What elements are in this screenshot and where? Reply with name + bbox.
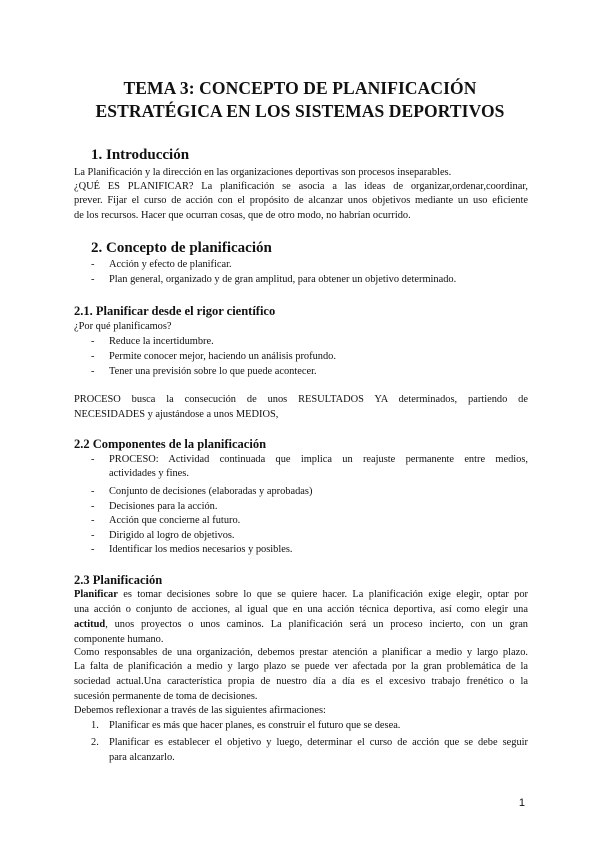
proceso-paragraph-line-1: PROCESO busca la consecución de unos RESULTADOS YA determinados, partiendo de (74, 394, 528, 405)
planificacion-line-4: componente humano. (74, 634, 164, 645)
list-item-continuation: actividades y fines. (109, 468, 189, 479)
ordered-list-item: Planificar es más que hacer planes, es construir el futuro que se desea. (109, 720, 401, 731)
bullet-dash: - (91, 454, 95, 465)
bullet-dash: - (91, 530, 95, 541)
list-item: Acción que concierne al futuro. (109, 515, 241, 526)
intro-paragraph-2-line-1: ¿QUÉ ES PLANIFICAR? La planificación se asocia a las ideas de organizar,ordenar,coordinar, (74, 181, 528, 192)
list-item: Tener una previsión sobre lo que puede acontecer. (109, 366, 317, 377)
planificacion-line-1 (74, 588, 528, 602)
section-2-3-heading: 2.3 Planificación (74, 573, 163, 587)
intro-paragraph-1: La Planificación y la dirección en las organizaciones deportivas son procesos inseparables. (74, 167, 452, 178)
planificacion-line-2: una acción o conjunto de acciones, al igual que en una acción técnica deportiva, así como elegir una (74, 604, 528, 615)
planificacion-line-7: sociedad actual.Una característica propia de nuestro día a día es el excesivo trabajo frenético o la (74, 676, 528, 687)
bullet-dash: - (91, 351, 95, 362)
bullet-dash: - (91, 501, 95, 512)
list-item: Decisiones para la acción. (109, 501, 218, 512)
planificacion-line-9: Debemos reflexionar a través de las siguientes afirmaciones: (74, 705, 326, 716)
bullet-dash: - (91, 486, 95, 497)
list-item: Reduce la incertidumbre. (109, 336, 214, 347)
bullet-dash: - (91, 336, 95, 347)
list-item: Dirigido al logro de objetivos. (109, 530, 235, 541)
ordered-list-item-continuation: para alcanzarlo. (109, 752, 175, 763)
ordered-list-number: 2. (91, 737, 99, 748)
section-2-heading: 2. Concepto de planificación (91, 240, 272, 256)
planificacion-line-5: Como responsables de una organización, debemos prestar atención a planificar a medio y largo plazo. (74, 647, 528, 658)
text-run: , unos proyectos o unos caminos. La planificación será un proceso incierto, con un gran (105, 619, 528, 630)
document-title-line-2: ESTRATÉGICA EN LOS SISTEMAS DEPORTIVOS (95, 101, 505, 121)
bullet-dash: - (91, 544, 95, 555)
document-title-line-1: TEMA 3: CONCEPTO DE PLANIFICACIÓN (123, 78, 477, 98)
proceso-paragraph-line-2: NECESIDADES y ajustándose a unos MEDIOS, (74, 409, 279, 420)
list-item: PROCESO: Actividad continuada que implica un reajuste permanente entre medios, (109, 454, 528, 465)
list-item: Permite conocer mejor, haciendo un análisis profundo. (109, 351, 336, 362)
page-number: 1 (518, 797, 525, 809)
text-run: es tomar decisiones sobre lo que se quiere hacer. La planificación exige elegir, optar por (117, 589, 528, 600)
section-2-2-heading: 2.2 Componentes de la planificación (74, 437, 267, 451)
list-item: Conjunto de decisiones (elaboradas y aprobadas) (109, 486, 313, 497)
planificacion-line-6: La falta de planificación a medio y largo plazo se puede ver afectada por la gran problemática de la (74, 661, 528, 672)
bullet-dash: - (91, 259, 95, 270)
bullet-dash: - (91, 366, 95, 377)
list-item: Identificar los medios necesarios y posibles. (109, 544, 293, 555)
list-item: Acción y efecto de planificar. (109, 259, 232, 270)
ordered-list-item: Planificar es establecer el objetivo y luego, determinar el curso de acción que se debe seguir (109, 737, 528, 748)
intro-paragraph-2-line-2: prever. Fijar el curso de acción con el propósito de alcanzar unos objetivos mediante un uso eficiente (74, 195, 528, 206)
ordered-list-number: 1. (91, 720, 99, 731)
bullet-dash: - (91, 515, 95, 526)
bold-term: actitud (74, 619, 106, 630)
bullet-dash: - (91, 274, 95, 285)
intro-paragraph-2-line-3: de los recursos. Hacer que ocurran cosas, que de otro modo, no habrían ocurrido. (74, 210, 411, 221)
question-text: ¿Por qué planificamos? (74, 321, 172, 332)
bold-term: Planificar (74, 589, 118, 600)
list-item: Plan general, organizado y de gran amplitud, para obtener un objetivo determinado. (109, 274, 457, 285)
planificacion-line-8: sucesión permanente de toma de decisiones. (74, 691, 258, 702)
section-2-1-heading: 2.1. Planificar desde el rigor científico (74, 304, 276, 318)
planificacion-line-3 (74, 618, 528, 632)
section-1-heading: 1. Introducción (91, 147, 190, 163)
